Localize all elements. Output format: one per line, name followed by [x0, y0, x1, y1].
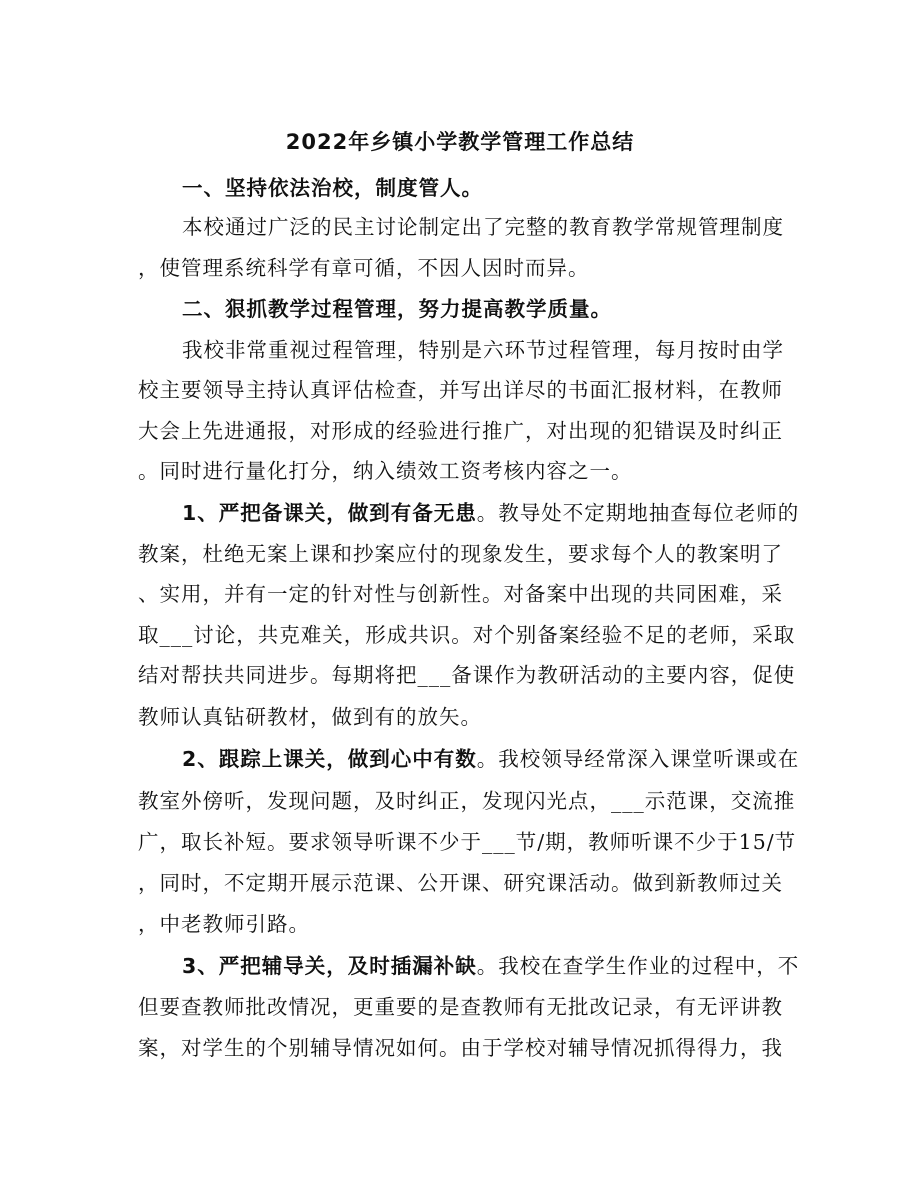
paragraph-line: 教案，杜绝无案上课和抄案应付的现象发生，要求每个人的教案明了: [138, 542, 783, 566]
paragraph-line: 但要查教师批改情况，更重要的是查教师有无批改记录，有无评讲教: [138, 995, 783, 1019]
item3-first-rest: 。我校在查学生作业的过程中，不: [476, 954, 800, 978]
paragraph-line: ，同时，不定期开展示范课、公开课、研究课活动。做到新教师过关: [138, 871, 783, 895]
paragraph-line: ，中老教师引路。: [138, 912, 310, 936]
paragraph-line: 大会上先进通报，对形成的经验进行推广，对出现的犯错误及时纠正: [138, 419, 783, 443]
item1-first-line: [182, 501, 800, 525]
paragraph-line: 教室外傍听，发现问题，及时纠正，发现闪光点，___示范课，交流推: [138, 789, 796, 813]
paragraph-line: 教师认真钻研教材，做到有的放矢。: [138, 705, 482, 729]
section2-heading: 二、狠抓教学过程管理，努力提高教学质量。: [182, 297, 612, 321]
item3-first-line: [182, 954, 800, 978]
paragraph-line: 本校通过广泛的民主讨论制定出了完整的教育教学常规管理制度: [182, 215, 784, 239]
paragraph-line: 我校非常重视过程管理，特别是六环节过程管理，每月按时由学: [182, 338, 784, 362]
item2-first-line: [182, 747, 800, 771]
paragraph-line: 、实用，并有一定的针对性与创新性。对备案中出现的共同困难，采: [138, 582, 783, 606]
paragraph-line: 取___讨论，共克难关，形成共识。对个别备案经验不足的老师，采取: [138, 623, 796, 647]
paragraph-line: 。同时进行量化打分，纳入绩效工资考核内容之一。: [138, 459, 633, 483]
item1-first-rest: 。教导处不定期地抽查每位老师的: [476, 501, 800, 525]
paragraph-line: 校主要领导主持认真评估检查，并写出详尽的书面汇报材料，在教师: [138, 378, 783, 402]
paragraph-line: 结对帮扶共同进步。每期将把___备课作为教研活动的主要内容，促使: [138, 663, 796, 687]
document-title: 2022年乡镇小学教学管理工作总结: [285, 130, 635, 154]
item2-heading: 2、跟踪上课关，做到心中有数: [182, 747, 477, 771]
item2-first-rest: 。我校领导经常深入课堂听课或在: [476, 747, 800, 771]
section1-heading: 一、坚持依法治校，制度管人。: [182, 176, 483, 200]
paragraph-line: 广，取长补短。要求领导听课不少于___节/期，教师听课不少于15/节: [138, 830, 797, 854]
item1-heading: 1、严把备课关，做到有备无患: [182, 501, 477, 525]
paragraph-line: ，使管理系统科学有章可循，不因人因时而异。: [138, 256, 590, 280]
item3-heading: 3、严把辅导关，及时插漏补缺: [182, 954, 477, 978]
paragraph-line: 案，对学生的个别辅导情况如何。由于学校对辅导情况抓得得力，我: [138, 1036, 783, 1060]
